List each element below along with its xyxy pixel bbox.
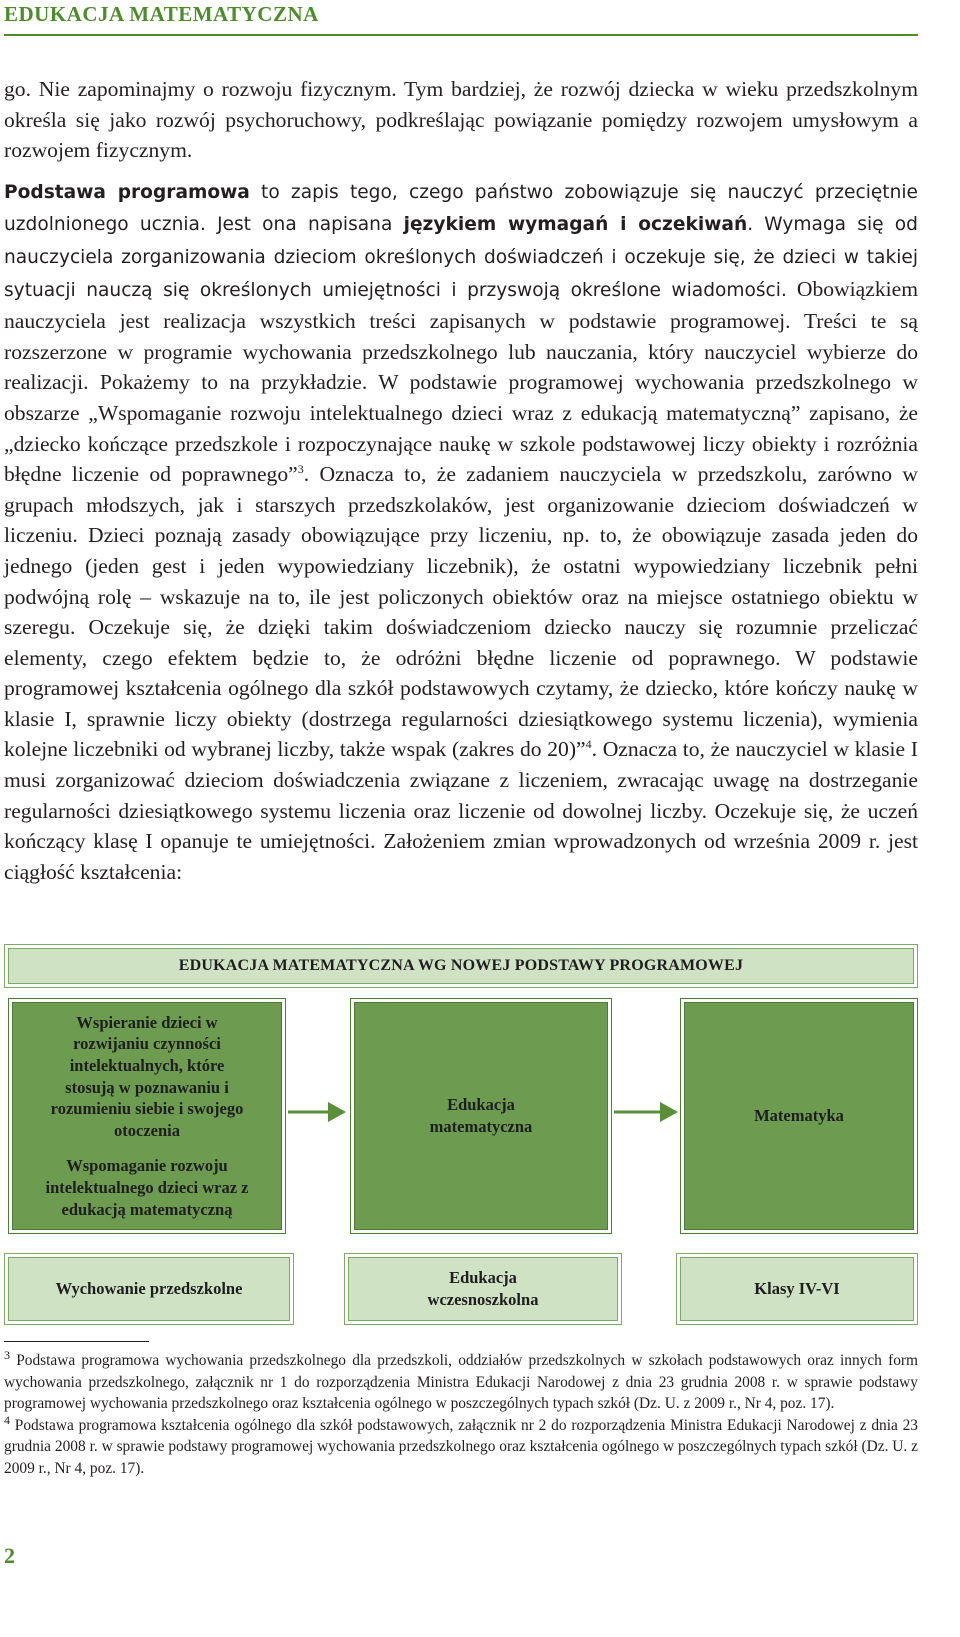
box-mathematics — [680, 998, 918, 1234]
page-number: 2 — [4, 1543, 15, 1568]
term-jezyk-wymagan: językiem wymagań i oczekiwań — [403, 214, 748, 236]
footnote-rule — [4, 1341, 149, 1342]
footnote-4-mark: 4 — [4, 1412, 10, 1427]
paragraph-1: go. Nie zapominajmy o rozwoju fizycznym. Tym bardziej, że rozwój dziecka w wieku przedszkolnym określa się jako rozwój psychoruchowy, podkreślając powiązanie pomiędzy rozwojem umysłowym a rozwojem fizycznym. — [4, 77, 918, 163]
box-grades-4-6 — [676, 1253, 918, 1325]
paragraph-2-text-c: Obowiązkiem nauczyciela jest realizacja wszystkich treści zapisanych w podstawie programowej. Treści te są rozszerzone w programie wychowania przedszkolnego lub nauczania, który nauczyciel wybierze do realizacji. Pokażemy to na przykładzie. W podstawie programowej wychowania przedszkolnego w obszarze „Wspomaganie rozwoju intelektualnego dzieci wraz z edukacją matematyczną” zapisano, że „dziecko kończące przedszkole i rozpoczynające naukę w szkole podstawowej liczy obiekty i rozróżnia błędne liczenie od poprawnego” — [4, 276, 918, 487]
arrow-right-icon — [612, 1092, 680, 1132]
arrow-right-icon — [286, 1092, 348, 1132]
footnote-3-mark: 3 — [4, 1347, 10, 1362]
footnote-3 — [4, 1347, 918, 1415]
footnote-4-text: Podstawa programowa kształcenia ogólnego dla szkół podstawowych, załącznik nr 2 do rozporządzenia Ministra Edukacji Narodowej z dnia 23 grudnia 2008 r. w sprawie podstawy programowej wychowania przedszkolnego oraz kształcenia ogólnego w poszczególnych typach szkół (Dz. U. z 2009 r., Nr 4, poz. 17). — [4, 1416, 918, 1477]
box-preschool-goals-text: Wspieranie dzieci w rozwijaniu czynności intelektualnych, które stosują w poznawaniu i rozumieniu siebie i swojego otoczenia — [50, 1012, 244, 1140]
footnote-4 — [4, 1412, 918, 1480]
body-text — [4, 74, 918, 887]
box-mathematics-text: Matematyka — [754, 1106, 844, 1126]
box-preschool-goals — [8, 998, 286, 1234]
paragraph-2-text-e: . Oznacza to, że nauczyciel w klasie I musi zorganizować dzieciom doświadczenia związane z liczeniem, zwracając uwagę na dostrzeganie regularności dziesiątkowego systemu liczenia oraz liczenie od dowolnej liczby. Oczekuje się, że uczeń kończący klasę I opanuje te umiejętności. Założeniem zmian wprowadzonych od września 2009 r. jest ciągłość kształcenia: — [4, 737, 918, 884]
paragraph-2-text-d: . Oznacza to, że zadaniem nauczyciela w przedszkolu, zarówno w grupach młodszych, jak i starszych przedszkolaków, jest organizowanie dzieciom doświadczeń w liczeniu. Dzieci poznają zasady obowiązujące przy liczeniu, np. to, że obowiązuje zasada jeden do jednego (jeden gest i jeden wypowiedziany liczebnik), że ostatni wypowiedziany liczebnik pełni podwójną rolę – wskazuje na to, ile jest policzonych obiektów oraz na miejsce ostatniego obiektu w szeregu. Oczekuje się, że dzięki takim doświadczeniom dziecko nauczy się rozumnie przeliczać elementy, czego efektem będzie to, że odróżni błędne liczenie od poprawnego. W podstawie programowej kształcenia ogólnego dla szkół podstawowych czytamy, że dziecko, które kończy naukę w klasie I, sprawnie liczy obiekty (dostrzega regularności dziesiątkowego systemu liczenia), wymienia kolejne liczebniki od wybranej liczby, także wspak (zakres do 20)” — [4, 462, 918, 762]
paragraph-2-sans-a: to zapis tego, czego państwo zobowiązuje się nauczyć przeciętnie uzdolnionego ucznia. Jest ona napisana — [4, 181, 918, 236]
box-early-math-text: Edukacja matematyczna — [429, 1095, 533, 1136]
diagram-title: EDUKACJA MATEMATYCZNA WG NOWEJ PODSTAWY PROGRAMOWEJ — [4, 944, 918, 988]
box-grades-4-6-text: Klasy IV-VI — [754, 1279, 840, 1299]
running-header: EDUKACJA MATEMATYCZNA — [4, 2, 319, 26]
footnotes — [4, 1347, 918, 1480]
header-rule — [4, 34, 918, 36]
paragraph-2-sans-b: . Wymaga się od nauczyciela zorganizowania dzieciom określonych doświadczeń i oczekuje się, że dzieci w takiej sytuacji nauczą się określonych umiejętności i przyswoją określone wiadomości. — [4, 214, 918, 301]
box-early-school-education — [344, 1253, 622, 1325]
footnote-3-text: Podstawa programowa wychowania przedszkolnego dla przedszkoli, oddziałów przedszkolnych w szkołach podstawowych oraz innych form wychowania przedszkolnego, załącznik nr 1 do rozporządzenia Ministra Edukacji Narodowej z dnia 23 grudnia 2008 r. w sprawie podstawy programowej wychowania przedszkolnego oraz kształcenia ogólnego w poszczególnych typach szkół (Dz. U. z 2009 r., Nr 4, poz. 17). — [4, 1352, 918, 1413]
curriculum-diagram — [4, 944, 918, 1342]
footnote-ref-4: 4 — [585, 737, 592, 752]
term-podstawa-programowa: Podstawa programowa — [4, 181, 250, 203]
box-preschool-education-text: Wychowanie przedszkolne — [55, 1279, 243, 1299]
footnote-ref-3: 3 — [297, 461, 304, 476]
box-preschool-education — [4, 1253, 294, 1325]
paragraph-2 — [4, 176, 918, 888]
box-preschool-area-text: Wspomaganie rozwoju intelektualnego dzieci wraz z edukacją matematyczną — [45, 1156, 249, 1219]
box-early-school-education-text: Edukacja wczesnoszkolna — [427, 1268, 539, 1309]
box-early-math — [350, 998, 612, 1234]
